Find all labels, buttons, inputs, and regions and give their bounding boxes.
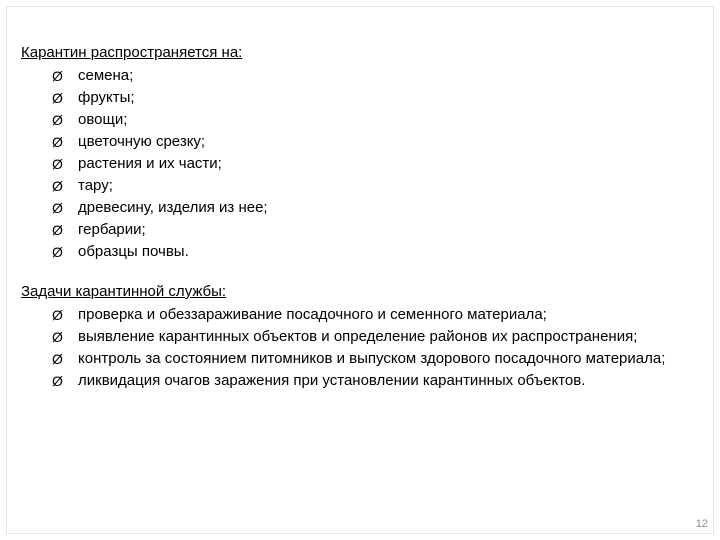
list-item — [52, 219, 268, 241]
list-item — [52, 197, 268, 219]
list-item — [52, 153, 268, 175]
arrow-bullet-icon: Ø — [52, 90, 63, 106]
quarantine-tasks-heading: Задачи карантинной службы: — [21, 283, 227, 300]
list-item — [52, 370, 692, 392]
list-item-text: гербарии; — [78, 221, 146, 238]
list-item-text: тару; — [78, 177, 113, 194]
arrow-bullet-icon: Ø — [52, 244, 63, 260]
arrow-bullet-icon: Ø — [52, 222, 63, 238]
quarantine-scope-heading: Карантин распространяется на: — [21, 44, 243, 61]
arrow-bullet-icon: Ø — [52, 112, 63, 128]
list-item — [52, 131, 268, 153]
list-item-text: древесину, изделия из нее; — [78, 199, 268, 216]
arrow-bullet-icon: Ø — [52, 351, 63, 367]
list-item-text: цветочную срезку; — [78, 133, 206, 150]
arrow-bullet-icon: Ø — [52, 156, 63, 172]
list-item — [52, 109, 268, 131]
list-item — [52, 348, 692, 370]
list-item — [52, 65, 268, 87]
arrow-bullet-icon: Ø — [52, 373, 63, 389]
arrow-bullet-icon: Ø — [52, 329, 63, 345]
arrow-bullet-icon: Ø — [52, 134, 63, 150]
list-item-text: растения и их части; — [78, 155, 222, 172]
list-item — [52, 87, 268, 109]
list-item-text: контроль за состоянием питомников и выпуском здорового посадочного материала; — [78, 350, 666, 367]
arrow-bullet-icon: Ø — [52, 68, 63, 84]
list-item — [52, 175, 268, 197]
list-item-text: выявление карантинных объектов и определение районов их распространения; — [78, 328, 638, 345]
arrow-bullet-icon: Ø — [52, 178, 63, 194]
list-item — [52, 241, 268, 263]
list-item-text: семена; — [78, 67, 134, 84]
list-item-text: фрукты; — [78, 89, 135, 106]
quarantine-scope-list — [52, 65, 268, 263]
list-item-text: ликвидация очагов заражения при установлении карантинных объектов. — [78, 372, 586, 389]
list-item — [52, 304, 692, 326]
list-item — [52, 326, 692, 348]
arrow-bullet-icon: Ø — [52, 200, 63, 216]
page-number: 12 — [695, 518, 708, 530]
arrow-bullet-icon: Ø — [52, 307, 63, 323]
list-item-text: овощи; — [78, 111, 128, 128]
list-item-text: проверка и обеззараживание посадочного и семенного материала; — [78, 306, 547, 323]
list-item-text: образцы почвы. — [78, 243, 189, 260]
quarantine-tasks-list — [52, 304, 692, 392]
